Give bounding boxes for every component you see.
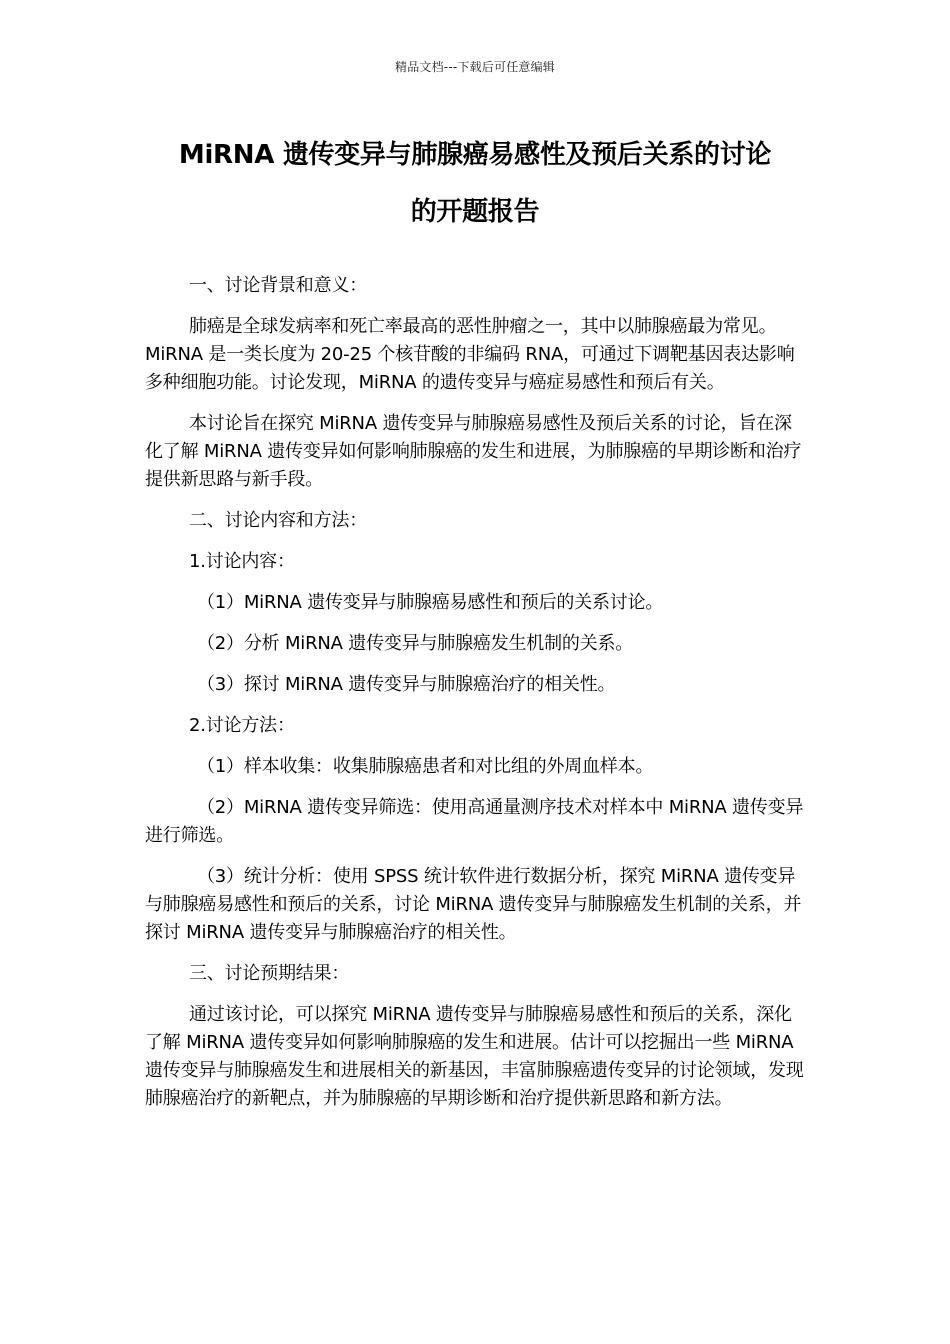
method-item: （1）样本收集：收集肺腺癌患者和对比组的外周血样本。	[197, 756, 654, 777]
content-item: （2）分析 MiRNA 遗传变异与肺腺癌发生机制的关系。	[197, 633, 634, 654]
method-item: （3）统计分析：使用 SPSS 统计软件进行数据分析，探究 MiRNA 遗传变异与肺腺癌易感性和预后的关系，讨论 MiRNA 遗传变异与肺腺癌发生机制的关系，并探讨 MiRNA 遗传变异与肺腺癌治疗的相关性。	[145, 866, 802, 943]
document-title-line-1: MiRNA 遗传变异与肺腺癌易感性及预后关系的讨论	[178, 140, 772, 170]
subheading-content: 1.讨论内容：	[189, 551, 295, 572]
header-note: 精品文档---下载后可任意编辑	[395, 60, 555, 74]
content-item: （1）MiRNA 遗传变异与肺腺癌易感性和预后的关系讨论。	[197, 592, 664, 613]
paragraph-background-2: 本讨论旨在探究 MiRNA 遗传变异与肺腺癌易感性及预后关系的讨论，旨在深化了解 MiRNA 遗传变异如何影响肺腺癌的发生和进展，为肺腺癌的早期诊断和治疗提供新思路与新手段。	[145, 413, 802, 490]
method-item: （2）MiRNA 遗传变异筛选：使用高通量测序技术对样本中 MiRNA 遗传变异进行筛选。	[145, 797, 804, 846]
section-heading-results: 三、讨论预期结果：	[189, 963, 350, 984]
section-heading-content-method: 二、讨论内容和方法：	[189, 510, 367, 531]
content-item: （3）探讨 MiRNA 遗传变异与肺腺癌治疗的相关性。	[197, 674, 616, 695]
document-title-line-2: 的开题报告	[410, 197, 540, 227]
paragraph-results: 通过该讨论，可以探究 MiRNA 遗传变异与肺腺癌易感性和预后的关系，深化了解 MiRNA 遗传变异如何影响肺腺癌的发生和进展。估计可以挖掘出一些 MiRNA 遗传变异与肺腺癌发生和进展相关的新基因，丰富肺腺癌遗传变异的讨论领域，发现肺腺癌治疗的新靶点，并为肺腺癌的早期诊断和治疗提供新思路和新方法。	[145, 1004, 804, 1109]
subheading-method: 2.讨论方法：	[189, 715, 295, 736]
paragraph-background-1: 肺癌是全球发病率和死亡率最高的恶性肿瘤之一，其中以肺腺癌最为常见。MiRNA 是一类长度为 20-25 个核苷酸的非编码 RNA，可通过下调靶基因表达影响多种细胞功能。讨论发现，MiRNA 的遗传变异与癌症易感性和预后有关。	[145, 316, 795, 393]
section-heading-background: 一、讨论背景和意义：	[189, 275, 367, 296]
document-body	[145, 272, 807, 1126]
